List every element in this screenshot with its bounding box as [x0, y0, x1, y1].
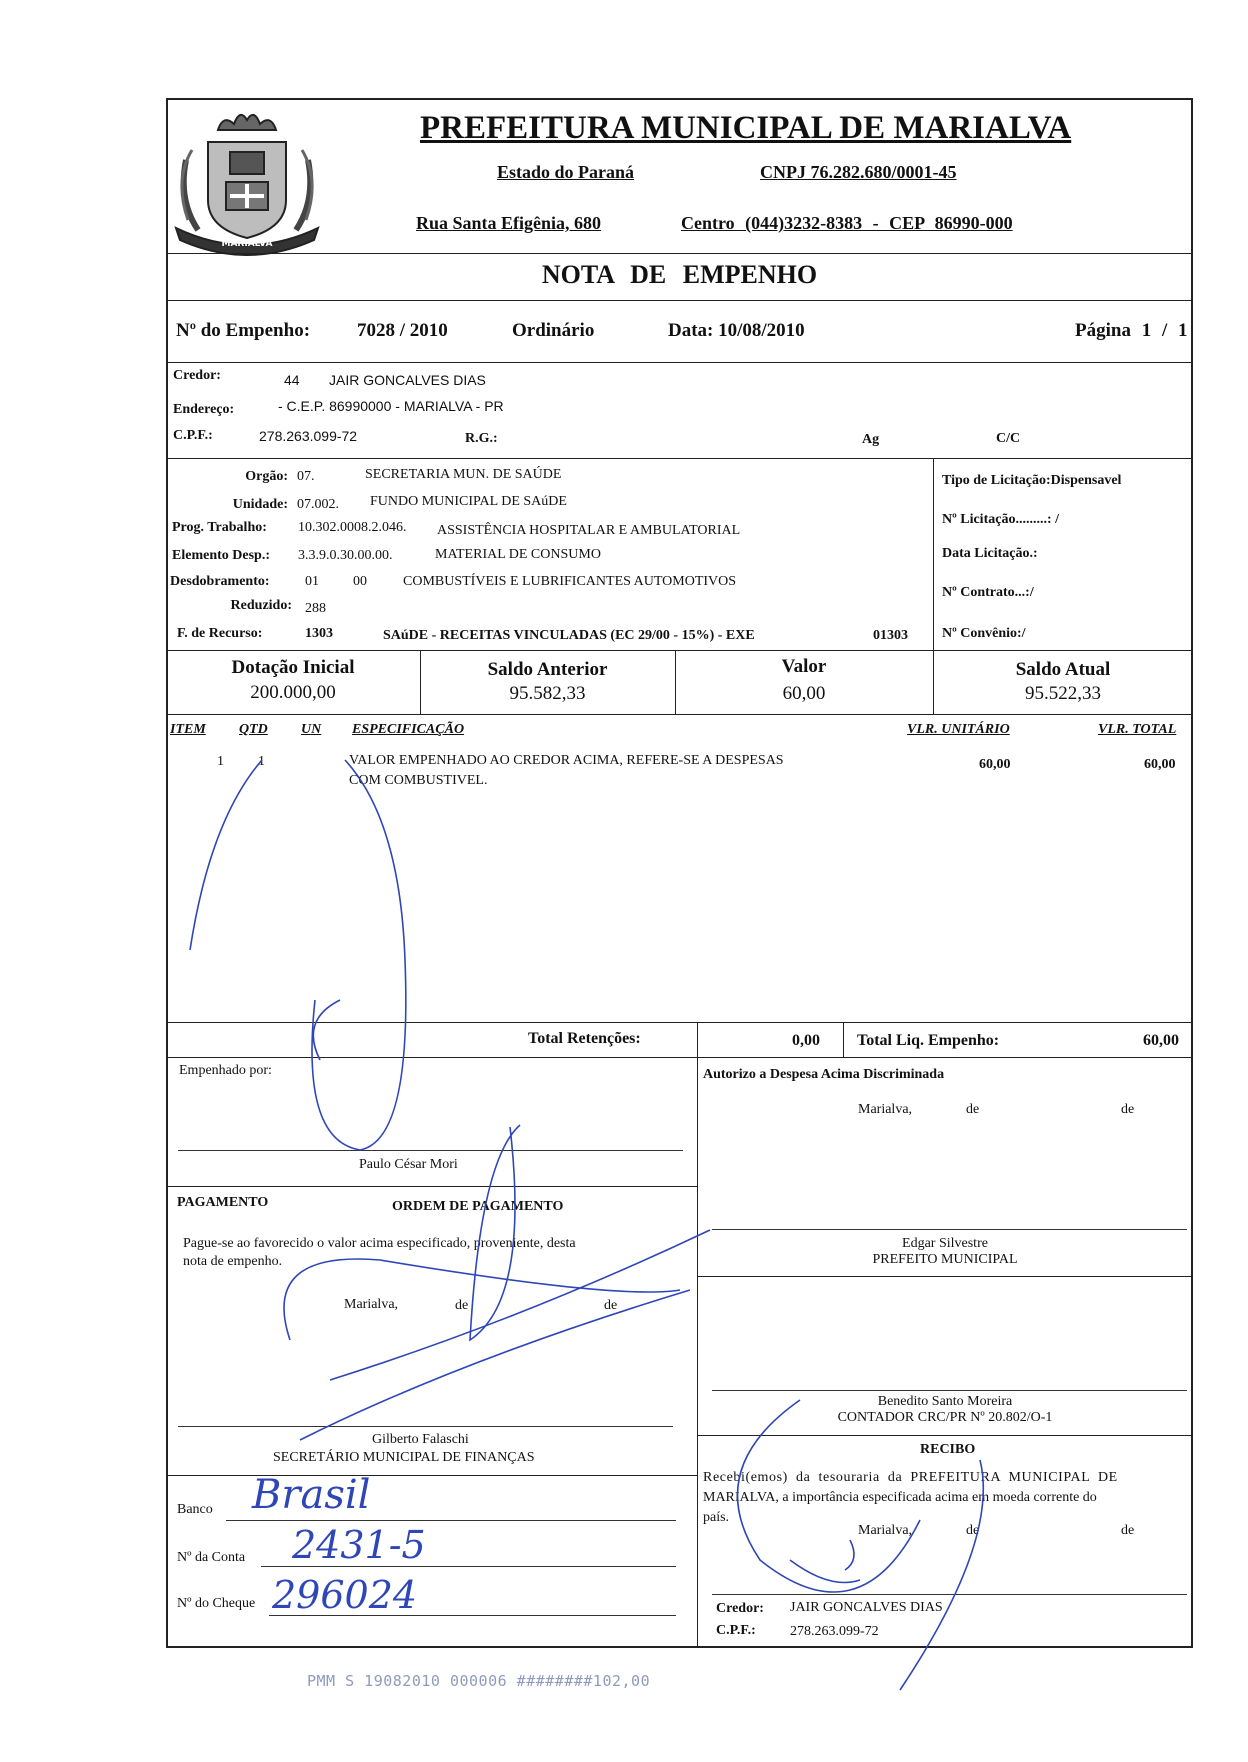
cpf-label: C.P.F.:	[173, 428, 213, 443]
ordem-pagamento-label: ORDEM DE PAGAMENTO	[392, 1199, 564, 1214]
desdobramento-code1: 01	[305, 574, 319, 589]
recurso-value: SAúDE - RECEITAS VINCULADAS (EC 29/00 - 15%) - EXE	[383, 628, 755, 643]
item-qtd: 1	[258, 754, 265, 769]
signature-stroke	[845, 1540, 854, 1570]
address-rest-label: Centro (044)3232-8383 - CEP 86990-000	[681, 213, 1013, 233]
orgao-code: 07.	[297, 469, 315, 484]
pagamento-city: Marialva,	[344, 1297, 399, 1312]
tipo-licitacao: Tipo de Licitação:Dispensavel	[942, 473, 1122, 488]
numero-convenio: Nº Convênio:/	[942, 626, 1026, 641]
svg-text:MARIALVA: MARIALVA	[221, 239, 273, 249]
contador-name: Benedito Santo Moreira	[877, 1394, 1013, 1409]
item-total-value: 60,00	[1144, 757, 1176, 772]
page-number: Página 1 / 1	[1075, 320, 1188, 341]
total-liquido-value: 60,00	[1143, 1032, 1179, 1049]
reduzido-value: 288	[305, 601, 326, 616]
prog-value: ASSISTÊNCIA HOSPITALAR E AMBULATORIAL	[437, 523, 741, 538]
credor-name: JAIR GONCALVES DIAS	[329, 372, 486, 388]
prefeito-title: PREFEITO MUNICIPAL	[872, 1252, 1018, 1267]
unidade-value: FUNDO MUNICIPAL DE SAúDE	[370, 494, 567, 509]
pagamento-text-line2: nota de empenho.	[183, 1254, 283, 1269]
col-qtd: QTD	[239, 722, 268, 737]
credor-label: Credor:	[173, 368, 221, 383]
ag-label: Ag	[862, 432, 880, 447]
saldo-anterior-label: Saldo Anterior	[487, 659, 608, 680]
cc-label: C/C	[996, 431, 1021, 446]
endereco-value: - C.E.P. 86990000 - MARIALVA - PR	[278, 398, 504, 414]
doc-title: NOTA DE EMPENHO	[541, 260, 818, 289]
item-spec-line2: COM COMBUSTIVEL.	[349, 773, 488, 788]
desdobramento-label: Desdobramento:	[170, 574, 270, 589]
autorizo-de1: de	[966, 1102, 980, 1117]
saldo-atual-label: Saldo Atual	[1015, 659, 1111, 680]
item-number: 1	[217, 754, 224, 769]
saldo-atual-value: 95.522,33	[1025, 683, 1101, 704]
prog-label: Prog. Trabalho:	[172, 520, 267, 535]
pagamento-de2: de	[604, 1298, 618, 1313]
recurso-label: F. de Recurso:	[177, 626, 263, 641]
conta-label: Nº da Conta	[177, 1550, 246, 1565]
saldo-anterior-value: 95.582,33	[509, 683, 586, 704]
cheque-handwritten: 296024	[272, 1573, 418, 1617]
recurso-code2: 01303	[873, 628, 908, 643]
data-licitacao: Data Licitação.:	[942, 546, 1038, 561]
total-retencoes-value: 0,00	[792, 1032, 820, 1049]
unidade-label: Unidade:	[232, 497, 288, 512]
prefeito-name: Edgar Silvestre	[902, 1236, 988, 1251]
secretario-title: SECRETÁRIO MUNICIPAL DE FINANÇAS	[273, 1450, 535, 1465]
orgao-value: SECRETARIA MUN. DE SAÚDE	[365, 467, 562, 482]
numero-licitacao: Nº Licitação.........: /	[942, 512, 1059, 527]
col-item: ITEM	[170, 722, 206, 737]
total-retencoes-label: Total Retenções:	[528, 1030, 641, 1047]
recibo-cpf-label: C.P.F.:	[716, 1623, 756, 1638]
recibo-city: Marialva,	[858, 1523, 913, 1538]
empenho-date: Data: 10/08/2010	[668, 320, 805, 341]
pagamento-de1: de	[455, 1298, 469, 1313]
recurso-code: 1303	[305, 626, 333, 641]
signature-stroke	[190, 760, 262, 950]
orgao-label: Orgão:	[245, 469, 288, 484]
valor-value: 60,00	[782, 683, 826, 704]
pagamento-label: PAGAMENTO	[177, 1195, 269, 1210]
recibo-text-line1: Recebi(emos) da tesouraria da PREFEITURA MUNICIPAL DE	[703, 1470, 1118, 1485]
signature-stroke	[900, 1460, 983, 1690]
page-title: PREFEITURA MUNICIPAL DE MARIALVA	[420, 110, 1072, 146]
reduzido-label: Reduzido:	[230, 598, 292, 613]
signature-stroke	[738, 1400, 921, 1592]
unidade-code: 07.002.	[297, 497, 339, 512]
empenhado-name: Paulo César Mori	[359, 1157, 458, 1172]
signature-stroke	[312, 760, 406, 1150]
recibo-credor-name: JAIR GONCALVES DIAS	[790, 1600, 943, 1615]
signature-stroke	[313, 1000, 340, 1060]
empenho-label: Nº do Empenho:	[176, 320, 311, 341]
elemento-code: 3.3.9.0.30.00.00.	[298, 548, 393, 563]
banco-handwritten: Brasil	[252, 1472, 371, 1518]
credor-code: 44	[284, 372, 300, 388]
recibo-cpf-value: 278.263.099-72	[790, 1624, 879, 1639]
secretario-name: Gilberto Falaschi	[372, 1432, 469, 1447]
pagamento-text-line1: Pague-se ao favorecido o valor acima especificado, proveniente, desta	[183, 1236, 576, 1251]
empenho-number: 7028 / 2010	[357, 320, 448, 341]
banco-label: Banco	[177, 1502, 213, 1517]
contador-title: CONTADOR CRC/PR Nº 20.802/O-1	[837, 1410, 1053, 1425]
recibo-text-line3: país.	[703, 1510, 730, 1525]
elemento-label: Elemento Desp.:	[172, 548, 270, 563]
recibo-label: RECIBO	[920, 1442, 976, 1457]
prog-code: 10.302.0008.2.046.	[298, 520, 407, 535]
cpf-value: 278.263.099-72	[259, 428, 358, 444]
signature-stroke	[330, 1230, 710, 1380]
signature-stroke	[790, 1560, 860, 1583]
rg-label: R.G.:	[465, 431, 498, 446]
total-liquido-label: Total Liq. Empenho:	[857, 1032, 1000, 1049]
state-label: Estado do Paraná	[497, 162, 635, 182]
recibo-text-line2: MARIALVA, a importância especificada acima em moeda corrente do	[703, 1490, 1097, 1505]
desdobramento-code2: 00	[353, 574, 367, 589]
col-un: UN	[301, 722, 322, 737]
valor-label: Valor	[781, 656, 827, 677]
col-vlr-total: VLR. TOTAL	[1098, 722, 1177, 737]
desdobramento-value: COMBUSTÍVEIS E LUBRIFICANTES AUTOMOTIVOS	[403, 574, 737, 589]
empenho-type: Ordinário	[512, 320, 595, 341]
recibo-de2: de	[1121, 1523, 1135, 1538]
address-label: Rua Santa Efigênia, 680	[416, 213, 602, 233]
col-vlr-unitario: VLR. UNITÁRIO	[907, 722, 1010, 737]
dotacao-inicial-label: Dotação Inicial	[231, 657, 355, 678]
dotacao-inicial-value: 200.000,00	[250, 682, 336, 703]
autorizo-de2: de	[1121, 1102, 1135, 1117]
cnpj-label: CNPJ 76.282.680/0001-45	[760, 162, 957, 182]
autorizo-label: Autorizo a Despesa Acima Discriminada	[703, 1067, 945, 1082]
footer-stamp: PMM S 19082010 000006 ########102,00	[307, 1672, 651, 1690]
empenhado-label: Empenhado por:	[179, 1063, 272, 1078]
col-especificacao: ESPECIFICAÇÃO	[352, 722, 465, 737]
autorizo-city: Marialva,	[858, 1102, 913, 1117]
item-unit-value: 60,00	[979, 757, 1011, 772]
endereco-label: Endereço:	[173, 402, 235, 417]
item-spec-line1: VALOR EMPENHADO AO CREDOR ACIMA, REFERE-SE A DESPESAS	[349, 753, 784, 768]
signature-stroke	[470, 1125, 520, 1340]
elemento-value: MATERIAL DE CONSUMO	[435, 547, 601, 562]
recibo-credor-label: Credor:	[716, 1601, 764, 1616]
cheque-label: Nº do Cheque	[177, 1596, 256, 1611]
numero-contrato: Nº Contrato...:/	[942, 585, 1034, 600]
conta-handwritten: 2431-5	[292, 1523, 426, 1567]
recibo-de1: de	[966, 1523, 980, 1538]
